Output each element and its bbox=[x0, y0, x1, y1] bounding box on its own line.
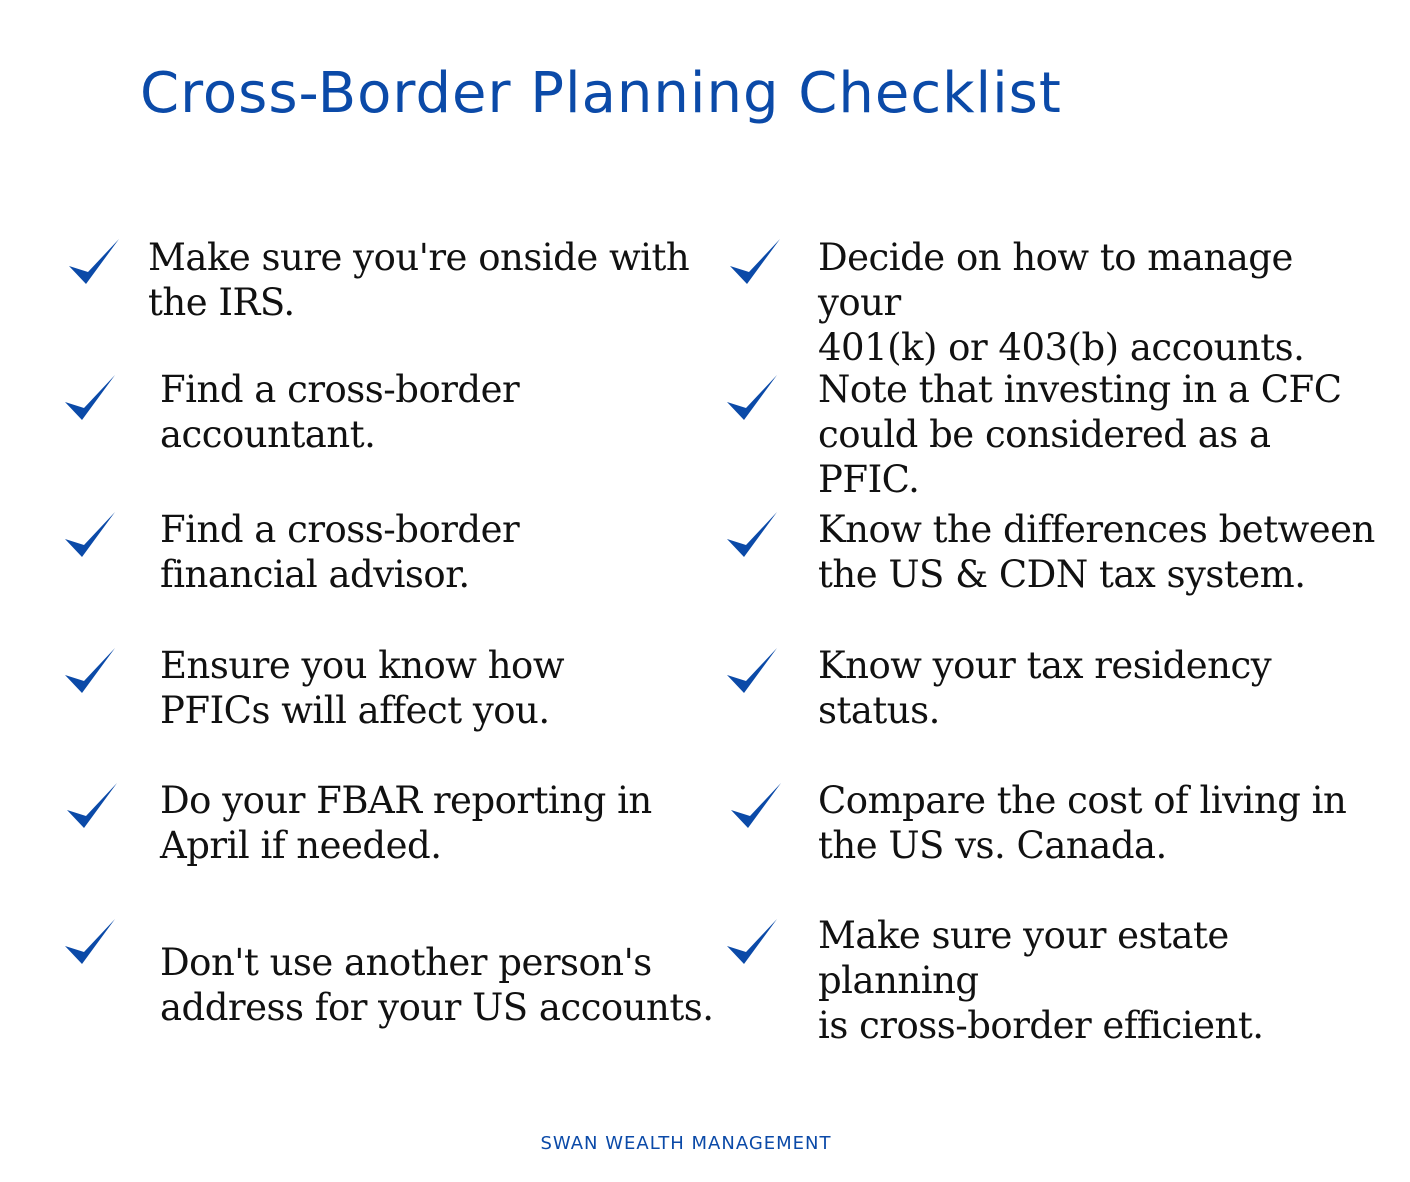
checklist-item-text: Make sure your estate planning is cross-border efficient. bbox=[818, 914, 1264, 1047]
checkmark-icon bbox=[66, 236, 122, 290]
checkmark-icon bbox=[727, 236, 783, 290]
checklist-item-text: Do your FBAR reporting in April if needed. bbox=[160, 779, 652, 867]
checklist-item-text: Find a cross-border financial advisor. bbox=[160, 508, 520, 596]
checklist-item-text: Note that investing in a CFC could be considered as a PFIC. bbox=[818, 368, 1342, 501]
checkmark-icon bbox=[62, 916, 118, 970]
checkmark-icon bbox=[724, 645, 780, 699]
checkmark-icon bbox=[724, 509, 780, 563]
checklist-item-text: Decide on how to manage your 401(k) or 403(b) accounts. bbox=[818, 236, 1305, 369]
checkmark-icon bbox=[728, 780, 784, 834]
checklist-item-text: Make sure you're onside with the IRS. bbox=[148, 236, 690, 324]
checkmark-icon bbox=[724, 916, 780, 970]
checkmark-icon bbox=[724, 372, 780, 426]
checkmark-icon bbox=[62, 645, 118, 699]
page-title: Cross-Border Planning Checklist bbox=[140, 61, 1062, 126]
checklist-item-text: Don't use another person's address for your US accounts. bbox=[160, 941, 714, 1029]
checklist-item-text: Compare the cost of living in the US vs. Canada. bbox=[818, 779, 1347, 867]
checkmark-icon bbox=[62, 372, 118, 426]
checklist-item-text: Know your tax residency status. bbox=[818, 644, 1272, 732]
checklist-item-text: Find a cross-border accountant. bbox=[160, 368, 520, 456]
checkmark-icon bbox=[64, 780, 120, 834]
checklist-item-text: Ensure you know how PFICs will affect you. bbox=[160, 644, 565, 732]
checklist-item-text: Know the differences between the US & CDN tax system. bbox=[818, 508, 1375, 596]
footer-brand: SWAN WEALTH MANAGEMENT bbox=[540, 1133, 832, 1154]
checkmark-icon bbox=[62, 509, 118, 563]
